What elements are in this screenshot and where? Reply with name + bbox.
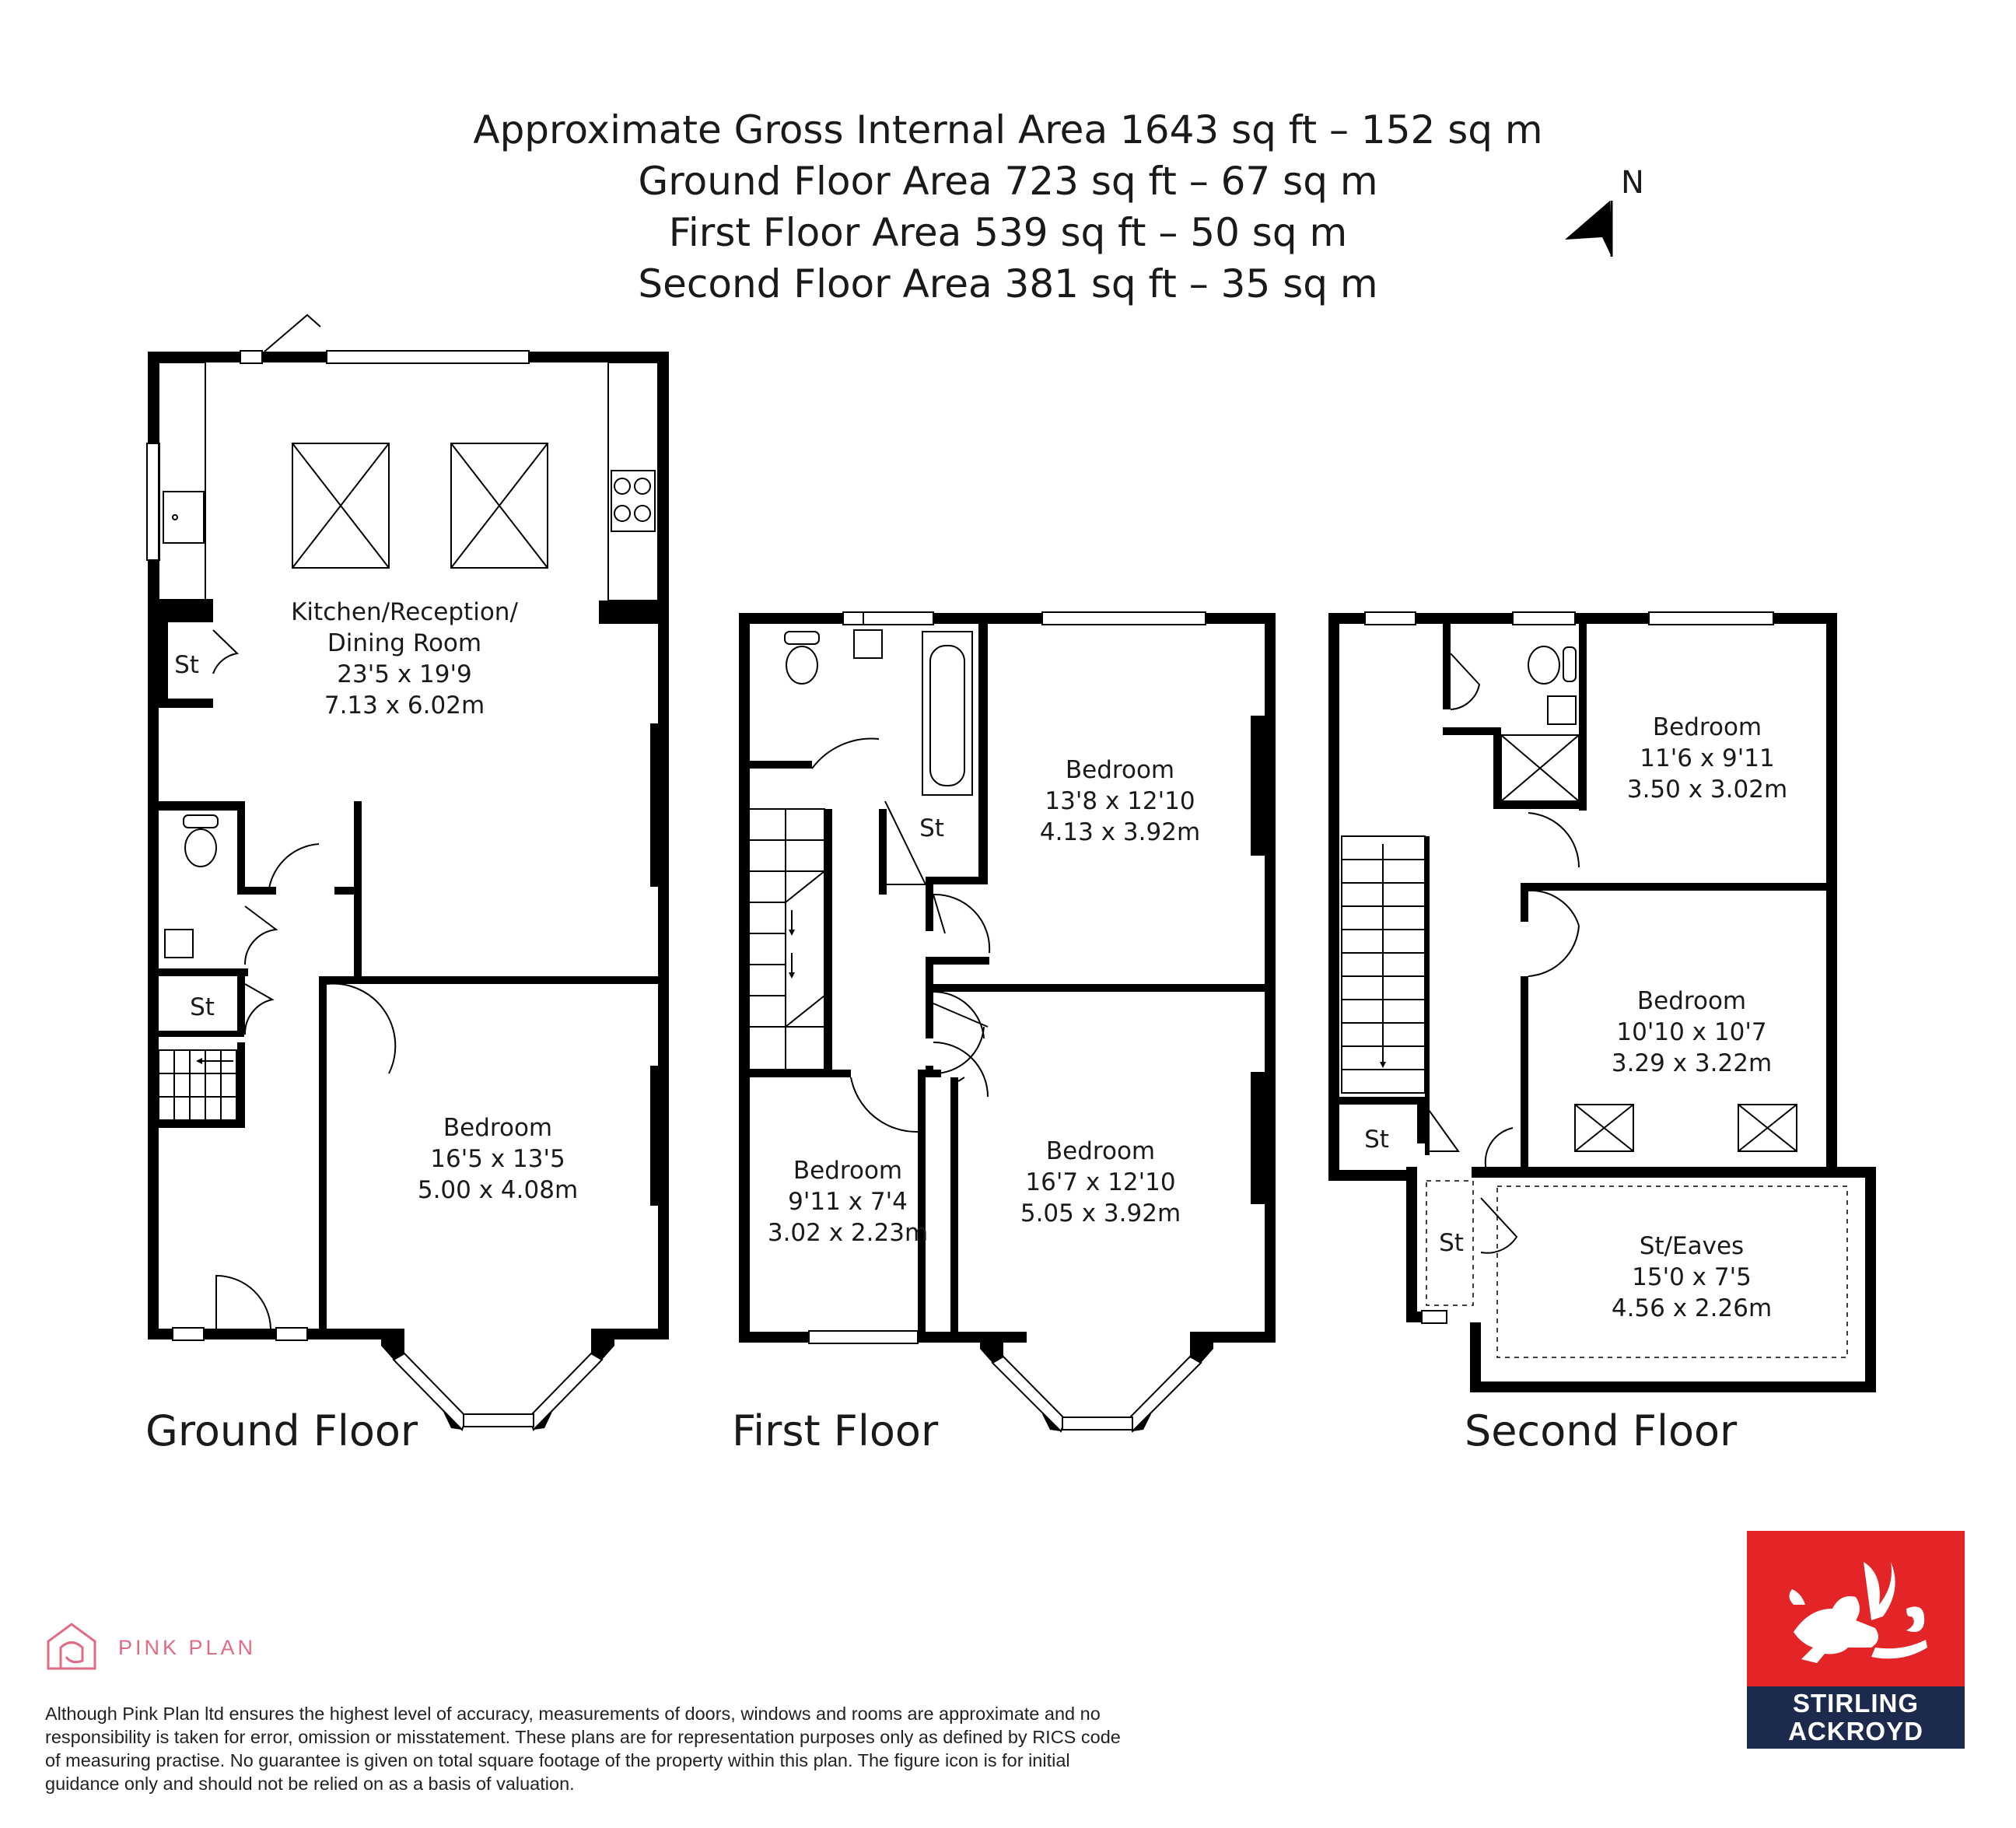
second-floor-title: Second Floor <box>1465 1406 1738 1455</box>
area-summary <box>473 107 1542 306</box>
agent-name-block <box>1747 1686 1965 1749</box>
pink-plan-brand: PINK PLAN <box>118 1636 257 1659</box>
north-arrow-icon <box>1565 165 1644 257</box>
north-label: N <box>1621 165 1644 201</box>
first-bedroom-rear-imperial: 13'8 x 12'10 <box>1045 787 1195 815</box>
ground-store-1-label: St <box>174 651 199 679</box>
second-floor-plan <box>1328 612 1876 1455</box>
second-bedroom-a-metric: 3.50 x 3.02m <box>1626 776 1788 804</box>
griffin-emblem <box>1747 1531 1965 1686</box>
kitchen-name-1: Kitchen/Reception/ <box>291 598 518 626</box>
eaves-name: St/Eaves <box>1639 1232 1745 1260</box>
second-bedroom-b-imperial: 10'10 x 10'7 <box>1616 1018 1767 1046</box>
second-bedroom-a-name: Bedroom <box>1652 713 1762 741</box>
first-bedroom-rear-name: Bedroom <box>1065 756 1175 784</box>
agent-name-line-1: STIRLING <box>1793 1689 1919 1718</box>
second-store-1-label: St <box>1364 1126 1389 1154</box>
ground-store-2-label: St <box>190 993 215 1021</box>
ground-floor-title: Ground Floor <box>145 1406 418 1455</box>
gross-area-line: Approximate Gross Internal Area 1643 sq ft – 152 sq m <box>473 107 1543 152</box>
agent-name-line-2: ACKROYD <box>1788 1717 1923 1746</box>
first-bedroom-small-imperial: 9'11 x 7'4 <box>788 1188 908 1216</box>
kitchen-name-2: Dining Room <box>327 629 482 657</box>
disclaimer-text: Although Pink Plan ltd ensures the highest level of accuracy, measurements of doors, windows and rooms are approximate and no responsibility is taken for error, omission or misstatement. These plans are for representation purposes only as defined by RICS code of measuring practise. No guarantee is given on total square footage of the property within this plan. The figure icon is for initial guidance only and should not be relied on as a basis of valuation. <box>45 1704 1121 1794</box>
ground-bedroom-imperial: 16'5 x 13'5 <box>430 1145 565 1173</box>
first-store-label: St <box>919 814 944 842</box>
eaves-metric: 4.56 x 2.26m <box>1611 1294 1773 1322</box>
ground-area-line: Ground Floor Area 723 sq ft – 67 sq m <box>638 159 1378 204</box>
kitchen-imperial: 23'5 x 19'9 <box>337 660 472 688</box>
second-bedroom-b-name: Bedroom <box>1636 987 1747 1015</box>
ground-bedroom-metric: 5.00 x 4.08m <box>417 1176 579 1204</box>
first-bedroom-rear-metric: 4.13 x 3.92m <box>1039 818 1201 846</box>
second-bedroom-b-metric: 3.29 x 3.22m <box>1611 1049 1773 1077</box>
griffin-icon <box>1747 1531 1965 1686</box>
first-bedroom-front-name: Bedroom <box>1045 1137 1156 1165</box>
ground-floor-plan <box>145 315 669 1455</box>
first-bedroom-small-metric: 3.02 x 2.23m <box>767 1219 929 1247</box>
first-floor-title: First Floor <box>732 1406 939 1455</box>
eaves-imperial: 15'0 x 7'5 <box>1632 1263 1752 1291</box>
first-bedroom-front-imperial: 16'7 x 12'10 <box>1025 1168 1176 1196</box>
first-bedroom-front-metric: 5.05 x 3.92m <box>1020 1199 1181 1227</box>
ground-bedroom-name: Bedroom <box>443 1114 553 1142</box>
first-floor-plan <box>732 612 1276 1455</box>
second-store-2-label: St <box>1439 1229 1464 1257</box>
second-bedroom-a-imperial: 11'6 x 9'11 <box>1640 744 1775 772</box>
first-bedroom-small-name: Bedroom <box>793 1157 903 1185</box>
stirling-ackroyd-logo <box>1747 1531 1965 1749</box>
first-area-line: First Floor Area 539 sq ft – 50 sq m <box>668 210 1348 255</box>
second-area-line: Second Floor Area 381 sq ft – 35 sq m <box>638 261 1378 306</box>
kitchen-metric: 7.13 x 6.02m <box>324 692 485 720</box>
pink-plan-logo-icon <box>48 1624 95 1669</box>
